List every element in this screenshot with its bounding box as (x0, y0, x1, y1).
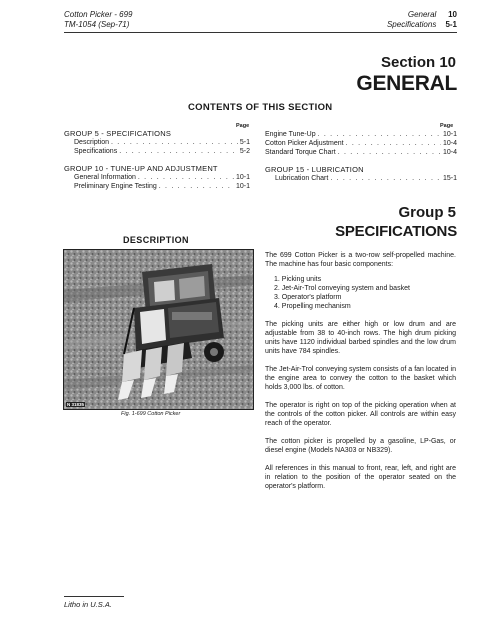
toc-entry[interactable]: Engine Tune-Up . . . 10-1 (265, 130, 457, 139)
group-name: SPECIFICATIONS (335, 223, 457, 240)
group-number: Group 5 (398, 204, 456, 221)
list-item: 2. Jet-Air-Trol conveying system and basket (274, 285, 410, 292)
toc-entry[interactable]: Cotton Picker Adjustment . . . 10-4 (265, 139, 457, 148)
paragraph: The operator is right on top of the picking operation when at the controls of the cotton picker. All controls are within easy reach of the operator. (265, 402, 456, 427)
header-right (387, 10, 457, 30)
toc-entry[interactable]: General Information . . . 10-1 (74, 173, 250, 182)
contents-right-column (265, 130, 457, 183)
toc-group-heading: GROUP 15 - LUBRICATION (265, 165, 364, 174)
toc-entry[interactable]: Standard Torque Chart . . . 10-4 (265, 148, 457, 157)
footer-divider (64, 596, 124, 597)
contents-page-label-right: Page (440, 123, 454, 129)
toc-group-heading: GROUP 5 - SPECIFICATIONS (64, 129, 172, 138)
list-item: 3. Operator's platform (274, 294, 342, 301)
section-title: Section 10 (380, 54, 456, 71)
figure-id-label: N 31835 (67, 402, 85, 407)
cotton-picker-photo (63, 249, 254, 410)
contents-left-column (64, 129, 250, 191)
list-item: 4. Propelling mechanism (274, 303, 351, 310)
paragraph: The picking units are either high or low drum and are adjustable from 38 to 40-inch rows. The high drum picking units have 1120 individual barbed spindles and the low drum units have 784 spindles. (265, 321, 456, 355)
description-title: DESCRIPTION (123, 235, 189, 245)
paragraph: The 699 Cotton Picker is a two-row self-propelled machine. The machine has four basic components: (265, 252, 456, 268)
paragraph: All references in this manual to front, rear, left, and right are in relation to the position of the operator seated on the operator's platform. (265, 465, 456, 490)
header-divider (64, 32, 457, 33)
header-manual-title: Cotton Picker - 699 (64, 10, 133, 19)
component-list (274, 275, 456, 311)
header-manual-number: TM-1054 (Sep-71) (64, 20, 130, 29)
header-left (64, 10, 132, 30)
footer-text: Litho in U.S.A. (64, 600, 112, 609)
toc-group-heading: GROUP 10 - TUNE-UP AND ADJUSTMENT (64, 164, 218, 173)
toc-entry[interactable]: Lubrication Chart . . . 15-1 (275, 174, 457, 183)
toc-entry[interactable]: Specifications . . . 5-2 (74, 147, 250, 156)
contents-page-label-left: Page (236, 123, 250, 129)
header-page-ref: Specifications 5-1 (386, 20, 457, 29)
toc-entry[interactable]: Description . . . 5-1 (74, 138, 250, 147)
paragraph: The cotton picker is propelled by a gasoline, LP-Gas, or diesel engine (Models NA303 or NB329). (265, 438, 456, 454)
contents-title: CONTENTS OF THIS SECTION (188, 102, 333, 113)
figure-caption: Fig. 1-699 Cotton Picker (121, 411, 181, 417)
toc-entry[interactable]: Preliminary Engine Testing . . . 10-1 (74, 182, 250, 191)
list-item: 1. Picking units (274, 276, 322, 283)
paragraph: The Jet-Air-Trol conveying system consists of a fan located in the engine area to convey the cotton to the basket which holds 3,000 lbs. of cotton. (265, 366, 456, 391)
header-section-ref: General 10 (407, 10, 457, 19)
section-name: GENERAL (356, 72, 457, 95)
body-text (265, 251, 456, 491)
